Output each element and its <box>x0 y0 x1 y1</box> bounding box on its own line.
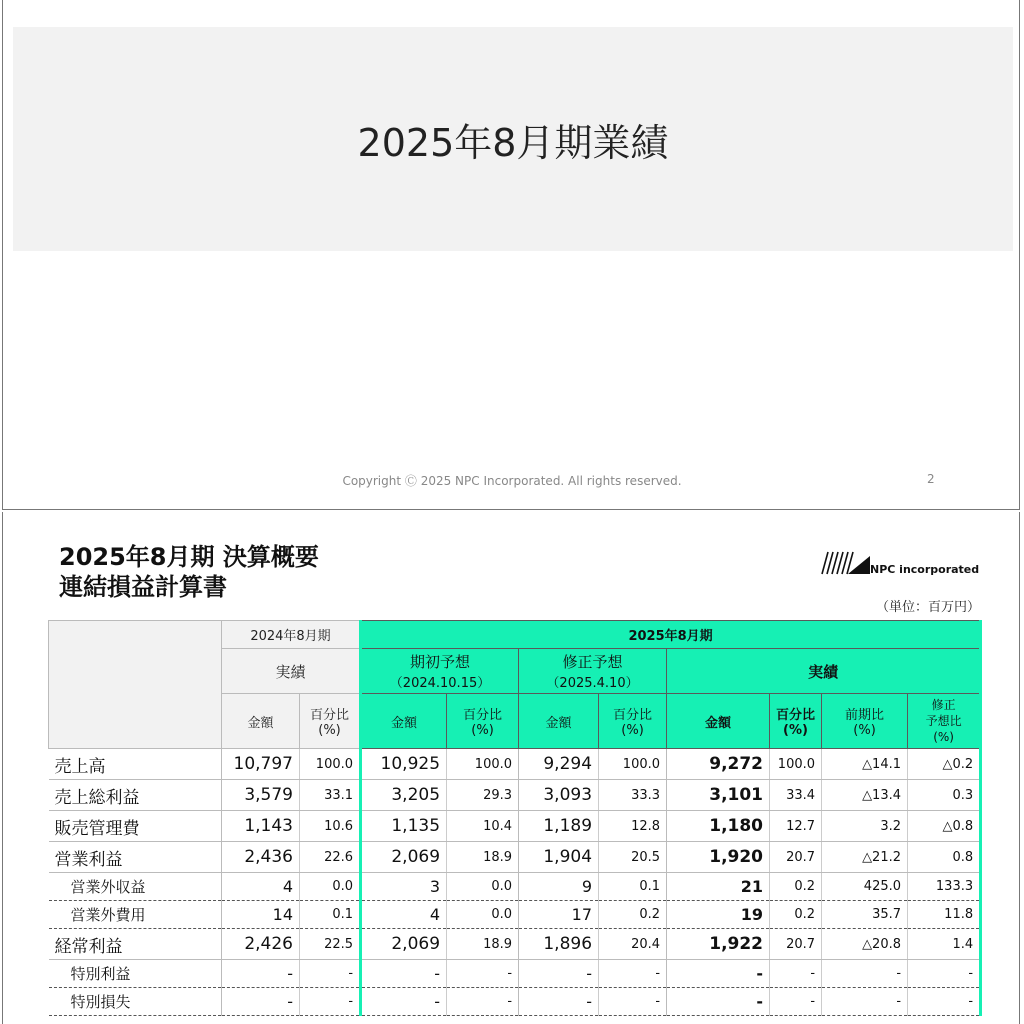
percent-cell: 29.3 <box>447 780 519 811</box>
col-pct: 百分比 (%) <box>300 694 361 749</box>
percent-cell: 33.3 <box>599 780 667 811</box>
income-statement-table <box>48 620 982 1016</box>
amount-cell: - <box>519 988 599 1016</box>
amount-cell: 10,797 <box>222 749 300 780</box>
col-pct: 百分比 (%) <box>770 694 822 749</box>
npc-logo-icon <box>818 550 878 576</box>
slide-1 <box>2 0 1020 510</box>
amount-cell: 3,205 <box>361 780 447 811</box>
page-number: 2 <box>927 472 935 486</box>
amount-cell: 1,920 <box>667 842 770 873</box>
table-row <box>49 842 981 873</box>
percent-cell: 12.8 <box>599 811 667 842</box>
percent-cell: 33.4 <box>770 780 822 811</box>
amount-cell: - <box>361 960 447 988</box>
amount-cell: 17 <box>519 901 599 929</box>
revised-forecast-header: 修正予想 （2025.4.10） <box>519 649 667 694</box>
slide-2 <box>2 512 1020 1024</box>
percent-cell: 0.2 <box>770 901 822 929</box>
percent-cell: - <box>599 988 667 1016</box>
amount-cell: 1,143 <box>222 811 300 842</box>
title-line-2: 連結損益計算書 <box>59 573 227 601</box>
percent-cell: 18.9 <box>447 929 519 960</box>
prev-year-header: 2024年8月期 <box>222 621 361 649</box>
percent-cell: 20.5 <box>599 842 667 873</box>
col-amount: 金額 <box>222 694 300 749</box>
percent-cell: △14.1 <box>822 749 908 780</box>
percent-cell: △0.8 <box>908 811 981 842</box>
percent-cell: 0.8 <box>908 842 981 873</box>
amount-cell: - <box>667 960 770 988</box>
percent-cell: - <box>770 960 822 988</box>
table-body <box>49 749 981 1016</box>
amount-cell: - <box>519 960 599 988</box>
amount-cell: 3 <box>361 873 447 901</box>
table-row <box>49 780 981 811</box>
amount-cell: - <box>222 988 300 1016</box>
title-band <box>13 27 1013 251</box>
percent-cell: △13.4 <box>822 780 908 811</box>
percent-cell: 3.2 <box>822 811 908 842</box>
table-row <box>49 749 981 780</box>
amount-cell: - <box>222 960 300 988</box>
percent-cell: - <box>822 960 908 988</box>
amount-cell: 1,922 <box>667 929 770 960</box>
col-amount: 金額 <box>519 694 599 749</box>
amount-cell: 2,426 <box>222 929 300 960</box>
percent-cell: 0.1 <box>300 901 361 929</box>
percent-cell: 133.3 <box>908 873 981 901</box>
percent-cell: 0.0 <box>300 873 361 901</box>
percent-cell: - <box>908 988 981 1016</box>
percent-cell: 100.0 <box>599 749 667 780</box>
amount-cell: 10,925 <box>361 749 447 780</box>
col-pct: 百分比 (%) <box>447 694 519 749</box>
percent-cell: - <box>822 988 908 1016</box>
table-row <box>49 873 981 901</box>
amount-cell: 1,896 <box>519 929 599 960</box>
row-label: 営業外収益 <box>49 873 222 901</box>
percent-cell: 0.0 <box>447 873 519 901</box>
percent-cell: - <box>908 960 981 988</box>
amount-cell: 2,436 <box>222 842 300 873</box>
col-amount: 金額 <box>667 694 770 749</box>
percent-cell: 100.0 <box>770 749 822 780</box>
percent-cell: 10.6 <box>300 811 361 842</box>
amount-cell: 3,101 <box>667 780 770 811</box>
percent-cell: 22.6 <box>300 842 361 873</box>
amount-cell: 2,069 <box>361 929 447 960</box>
percent-cell: 11.8 <box>908 901 981 929</box>
percent-cell: 0.1 <box>599 873 667 901</box>
table-row <box>49 811 981 842</box>
amount-cell: 1,135 <box>361 811 447 842</box>
percent-cell: 22.5 <box>300 929 361 960</box>
percent-cell: △0.2 <box>908 749 981 780</box>
col-amount: 金額 <box>361 694 447 749</box>
percent-cell: - <box>447 988 519 1016</box>
percent-cell: 20.4 <box>599 929 667 960</box>
percent-cell: 18.9 <box>447 842 519 873</box>
initial-forecast-header: 期初予想 （2024.10.15） <box>361 649 519 694</box>
percent-cell: 33.1 <box>300 780 361 811</box>
percent-cell: 0.3 <box>908 780 981 811</box>
row-label: 特別利益 <box>49 960 222 988</box>
table-row <box>49 960 981 988</box>
percent-cell: - <box>300 988 361 1016</box>
amount-cell: 21 <box>667 873 770 901</box>
prev-actual-header: 実績 <box>222 649 361 694</box>
copyright-notice: Copyright Ⓒ 2025 NPC Incorporated. All rights reserved. <box>342 474 682 488</box>
percent-cell: 100.0 <box>447 749 519 780</box>
amount-cell: 19 <box>667 901 770 929</box>
col-pct: 百分比 (%) <box>599 694 667 749</box>
percent-cell: 35.7 <box>822 901 908 929</box>
percent-cell: 12.7 <box>770 811 822 842</box>
percent-cell: 0.0 <box>447 901 519 929</box>
row-label: 特別損失 <box>49 988 222 1016</box>
amount-cell: 4 <box>361 901 447 929</box>
percent-cell: 425.0 <box>822 873 908 901</box>
row-label: 経常利益 <box>49 929 222 960</box>
amount-cell: 3,093 <box>519 780 599 811</box>
title-line-1: 2025年8月期 決算概要 <box>59 543 319 571</box>
row-label: 売上総利益 <box>49 780 222 811</box>
percent-cell: 0.2 <box>599 901 667 929</box>
amount-cell: - <box>667 988 770 1016</box>
percent-cell: △20.8 <box>822 929 908 960</box>
amount-cell: 4 <box>222 873 300 901</box>
percent-cell: 1.4 <box>908 929 981 960</box>
actual-header: 実績 <box>667 649 981 694</box>
percent-cell: - <box>300 960 361 988</box>
amount-cell: 1,180 <box>667 811 770 842</box>
row-label: 営業外費用 <box>49 901 222 929</box>
unit-note: （単位：百万円） <box>876 600 981 615</box>
percent-cell: - <box>599 960 667 988</box>
col-vs-revised: 修正 予想比 (%) <box>908 694 981 749</box>
table-row <box>49 901 981 929</box>
label-header <box>49 621 222 749</box>
percent-cell: - <box>447 960 519 988</box>
slide-2-title <box>59 542 319 602</box>
amount-cell: 9,272 <box>667 749 770 780</box>
amount-cell: 2,069 <box>361 842 447 873</box>
amount-cell: 1,904 <box>519 842 599 873</box>
amount-cell: 9 <box>519 873 599 901</box>
percent-cell: 10.4 <box>447 811 519 842</box>
amount-cell: 3,579 <box>222 780 300 811</box>
amount-cell: 1,189 <box>519 811 599 842</box>
percent-cell: 20.7 <box>770 842 822 873</box>
table-row <box>49 988 981 1016</box>
slide-1-title: 2025年8月期業績 <box>357 120 669 165</box>
percent-cell: 20.7 <box>770 929 822 960</box>
row-label: 販売管理費 <box>49 811 222 842</box>
amount-cell: - <box>361 988 447 1016</box>
amount-cell: 9,294 <box>519 749 599 780</box>
percent-cell: 100.0 <box>300 749 361 780</box>
table-row <box>49 929 981 960</box>
percent-cell: - <box>770 988 822 1016</box>
amount-cell: 14 <box>222 901 300 929</box>
col-yoy: 前期比 (%) <box>822 694 908 749</box>
percent-cell: 0.2 <box>770 873 822 901</box>
logo-text: NPC incorporated <box>870 563 980 576</box>
row-label: 売上高 <box>49 749 222 780</box>
npc-logo <box>818 550 983 576</box>
row-label: 営業利益 <box>49 842 222 873</box>
curr-year-header: 2025年8月期 <box>361 621 981 649</box>
percent-cell: △21.2 <box>822 842 908 873</box>
